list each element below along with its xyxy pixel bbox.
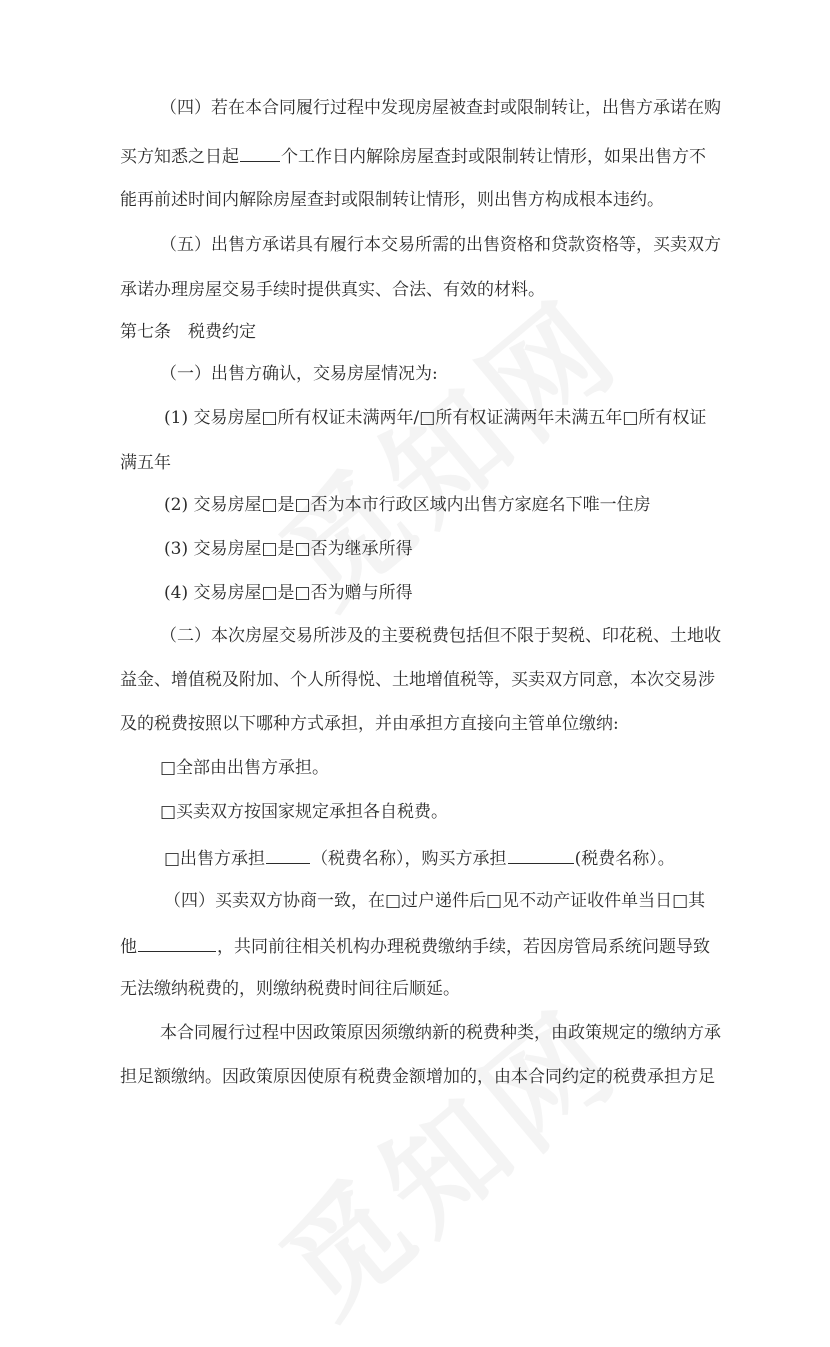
text-span: 个工作日内解除房屋查封或限制转让情形，如果出售方不	[281, 147, 706, 167]
text-line: 能再前述时间内解除房屋查封或限制转让情形，则出售方构成根本违约。	[120, 190, 664, 210]
option-line: □买卖双方按国家规定承担各自税费。	[160, 802, 449, 822]
text-line	[120, 143, 706, 169]
blank-tax-name	[266, 845, 310, 864]
text-span: (税费名称）。	[574, 849, 675, 869]
text-line: 本合同履行过程中因政策原因须缴纳新的税费种类，由政策规定的缴纳方承	[160, 1023, 721, 1043]
section-heading: 第七条 税费约定	[120, 322, 256, 342]
option-line	[164, 845, 675, 871]
text-line: 益金、增值税及附加、个人所得悦、土地增值税等，买卖双方同意，本次交易涉	[120, 670, 715, 690]
text-line: （四）买卖双方协商一致，在□过户递件后□见不动产证收件单当日□其	[164, 891, 706, 911]
option-line: □全部由出售方承担。	[160, 758, 330, 778]
text-span: □出售方承担	[164, 849, 266, 869]
text-span: （税费名称），购买方承担	[311, 849, 507, 869]
blank-days	[240, 143, 280, 162]
text-line: （四）若在本合同履行过程中发现房屋被查封或限制转让，出售方承诺在购	[160, 98, 721, 118]
blank-other	[138, 933, 216, 952]
blank-tax-name	[508, 845, 574, 864]
text-line	[120, 933, 710, 959]
text-span: ，共同前往相关机构办理税费缴纳手续，若因房管局系统问题导致	[217, 937, 710, 957]
text-line: (1) 交易房屋□所有权证未满两年/□所有权证满两年未满五年□所有权证	[164, 408, 707, 428]
text-line: （一）出售方确认，交易房屋情况为:	[160, 364, 438, 384]
text-line: 担足额缴纳。因政策原因使原有税费金额增加的，由本合同约定的税费承担方足	[120, 1067, 715, 1087]
text-line: 满五年	[120, 453, 171, 473]
text-line: 承诺办理房屋交易手续时提供真实、合法、有效的材料。	[120, 280, 545, 300]
watermark	[240, 255, 649, 637]
text-line: (2) 交易房屋□是□否为本市行政区域内出售方家庭名下唯一住房	[164, 495, 651, 515]
text-line: 及的税费按照以下哪种方式承担，并由承担方直接向主管单位缴纳:	[120, 714, 619, 734]
text-line: (3) 交易房屋□是□否为继承所得	[164, 539, 413, 559]
text-span: 他	[120, 937, 137, 957]
text-line: （二）本次房屋交易所涉及的主要税费包括但不限于契税、印花税、土地收	[160, 626, 721, 646]
text-line: 无法缴纳税费的，则缴纳税费时间往后顺延。	[120, 979, 460, 999]
text-span: 买方知悉之日起	[120, 147, 239, 167]
text-line: （五）出售方承诺具有履行本交易所需的出售资格和贷款资格等，买卖双方	[160, 235, 721, 255]
text-line: (4) 交易房屋□是□否为赠与所得	[164, 583, 413, 603]
